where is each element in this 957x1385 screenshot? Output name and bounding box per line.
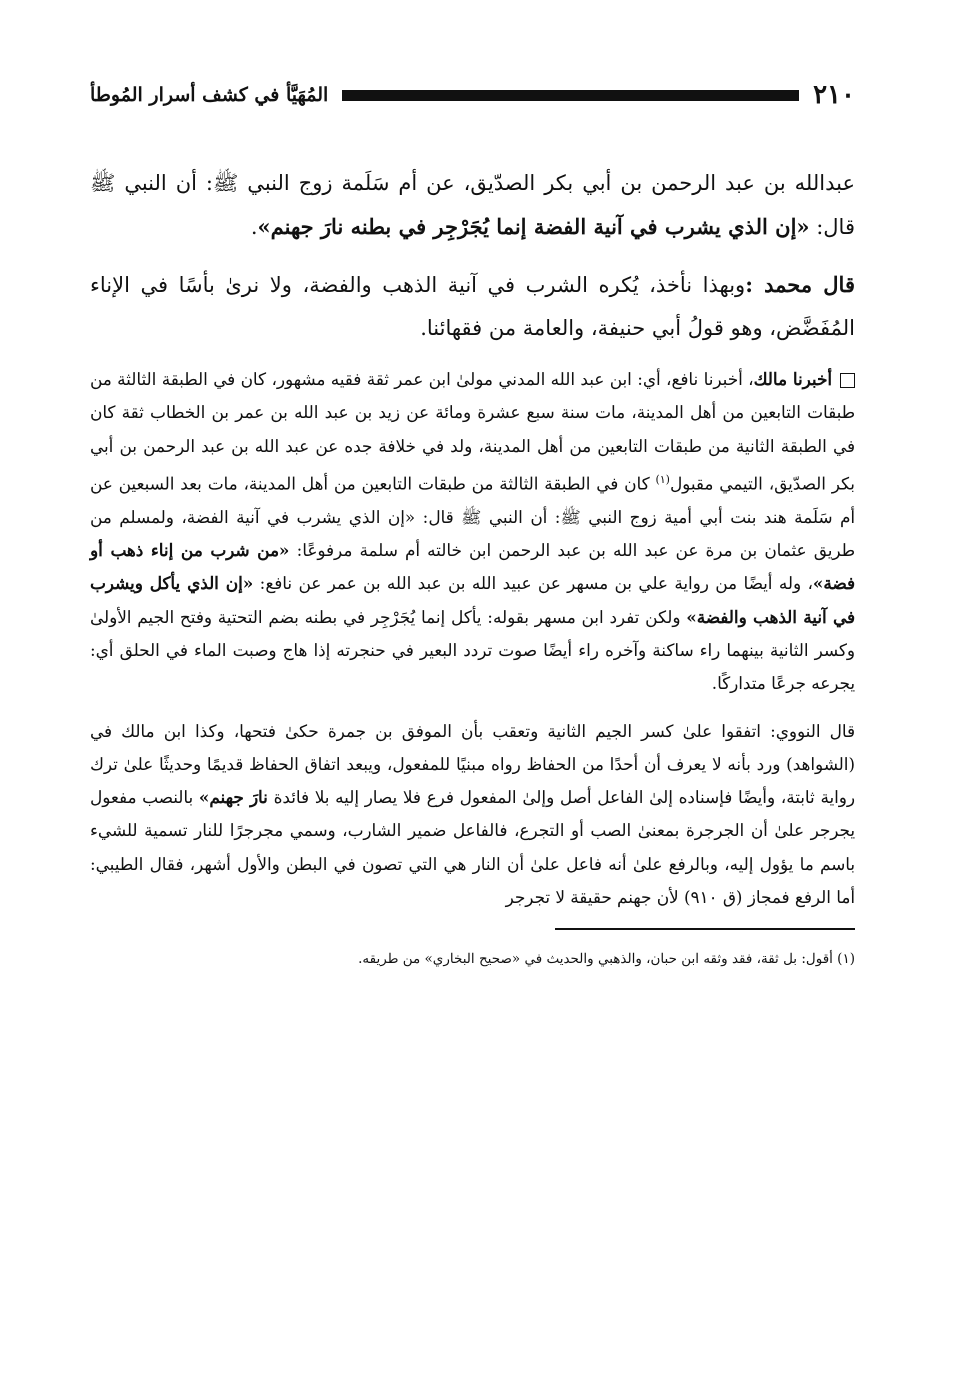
hadith-paragraph <box>90 162 855 249</box>
commentary-text-b: كان في الطبقة الثالثة من طبقات التابعين من أهل المدينة، مات بعد السبعين عن أم سَلَمة هند بنت أبي أمية زوج النبي ﷺ: أن النبي ﷺ قال: «إن الذي يشرب في آنية الفضة، ولمسلم من طريق عثمان بن مرة عن عبد الله بن عبد الرحمن ابن خالته أم سلمة مرفوعًا: <box>90 473 855 561</box>
commentary-text-c: ، وله أيضًا من رواية علي بن مسهر عن عبيد الله بن عبد الله بن عمر عن نافع: <box>253 573 813 594</box>
commentary-text-a: ، أخبرنا نافع، أي: ابن عبد الله المدني مولىٰ ابن عمر ثقة فقيه مشهور، كان في الطبقة الثالثة من طبقات التابعين من أهل المدينة، مات سنة سبع عشرة ومائة عن زيد بن عبد الله بن عمر بن الخطاب ثقة كان في الطبقة الثانية من طبقات التابعين من أهل المدينة، ولد في خلافة جده عن عبد الله بن عبد الرحمن بن أبي بكر الصدّيق، التيمي مقبول <box>90 369 855 494</box>
running-title: المُهَيَّأ في كشف أسرار المُوطأ <box>90 84 329 106</box>
commentary-paragraph-2 <box>90 715 855 915</box>
hadith-end: . <box>250 215 258 239</box>
muhammad-text: وبهذا نأخذ، يُكره الشرب في آنية الذهب والفضة، ولا نرىٰ بأسًا في الإناء المُفَضَّض، وهو قولُ أبي حنيفة، والعامة من فقهائنا. <box>90 273 855 340</box>
page-header <box>90 70 855 120</box>
commentary-text-e: قال النووي: اتفقوا علىٰ كسر الجيم الثانية وتعقب بأن الموفق بن جمرة حكىٰ فتحها، وكذا ابن مالك في (الشواهد) ورد بأنه لا يعرف أن أحدًا من الحفاظ رواه مبنيًا للمفعول، ويبعد اتفاق الحفاظ قديمًا وحديثًا علىٰ ترك رواية ثابتة، وأيضًا فإسناده إلىٰ الفاعل أصل وإلىٰ المفعول فرع فلا يصار إليه بلا فائدة <box>90 720 855 808</box>
commentary-lead: أخبرنا مالك <box>753 369 833 389</box>
muhammad-label: قال محمد : <box>745 272 855 297</box>
page-number: ٢١٠ <box>813 80 855 110</box>
muhammad-paragraph <box>90 263 855 350</box>
commentary-quote-3: «إن الذي يأكل ويشرب في آنية الذهب والفضة» <box>90 573 855 627</box>
hadith-quote: «إن الذي يشرب في آنية الفضة إنما يُجَرْجِر في بطنه نارَ جهنم» <box>257 214 810 239</box>
hadith-text: عبدالله بن عبد الرحمن بن أبي بكر الصدّيق، عن أم سَلَمة زوج النبي ﷺ: أن النبي ﷺ قال: <box>90 171 855 239</box>
footnote-ref: (١) <box>655 472 670 486</box>
header-rule <box>342 90 799 101</box>
book-page <box>90 70 855 972</box>
footnote: (١) أقول: بل ثقة، فقد وثقه ابن حبان، والذهبي والحديث في «صحيح البخاري» من طريقه. <box>358 951 855 968</box>
commentary-text-f: بالنصب مفعول يجرجر علىٰ أن الجرجرة بمعنىٰ الصب أو التجرع، فالفاعل ضمير الشارب، وسمي مجرجرًا للنار تسمية للشيء باسم ما يؤول إليه، وبالرفع علىٰ أنه فاعل علىٰ أن النار هي التي تصون في البطن والأول أشهر، فقال الطيبي: أما الرفع فمجاز (ق ٩١٠) لأن جهنم حقيقة لا تجرجر <box>90 787 855 908</box>
commentary-paragraph-1 <box>90 363 855 701</box>
footnote-divider <box>555 928 855 930</box>
commentary-text-d: ولكن تفرد ابن مسهر بقوله: يأكل إنما يُجَرْجِر في بطنه بضم التحتية وفتح الجيم الأولىٰ وكسر الثانية بينهما راء ساكنة وآخره راء أيضًا صوت تردد البعير في حنجرته إذا هاج وصبت الماء في الحلق أي: يجرعه جرعًا متداركًا. <box>90 606 855 694</box>
commentary-quote-4: نارَ جهنم» <box>198 787 268 808</box>
square-marker-icon <box>840 373 855 388</box>
commentary-quote-2: «من شرب من إناء ذهب أو فضة» <box>90 540 855 594</box>
